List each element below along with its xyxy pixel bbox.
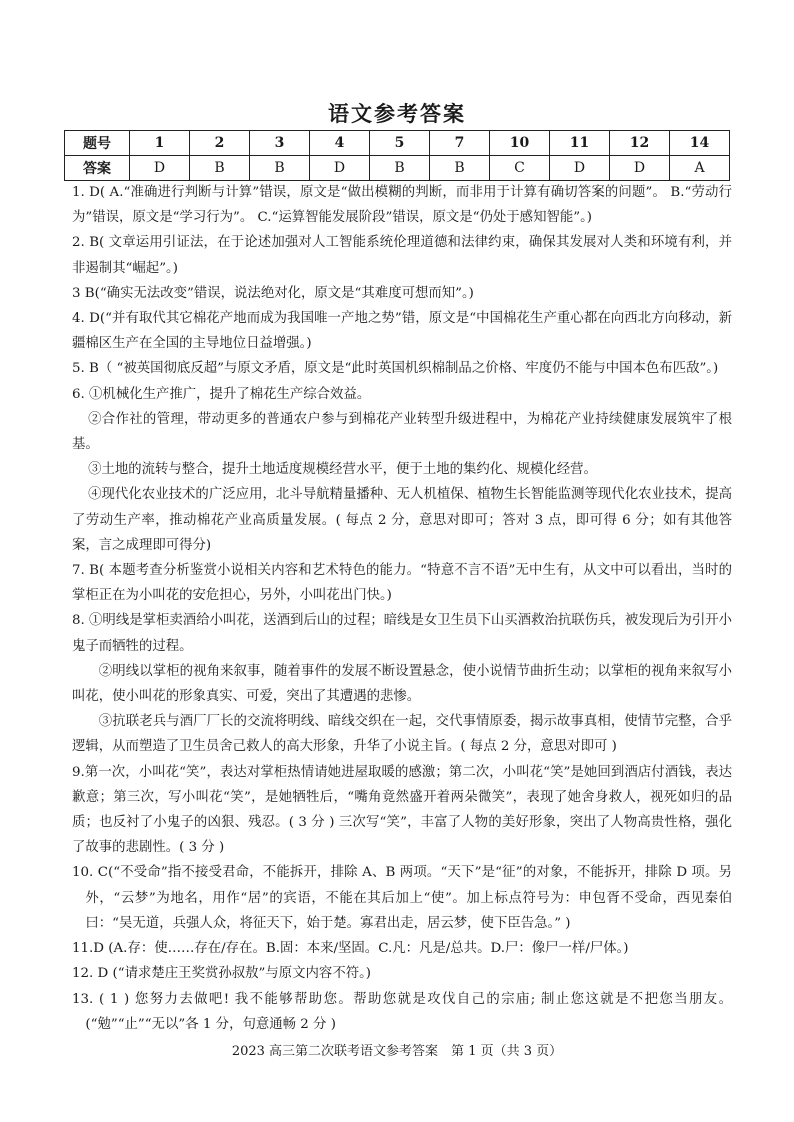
answer-cell: B bbox=[430, 156, 490, 181]
question-number: 4 bbox=[310, 131, 370, 156]
answer-row bbox=[65, 156, 730, 181]
answer-cell: B bbox=[190, 156, 250, 181]
question-number: 3 bbox=[250, 131, 310, 156]
explanation-q10: 10. C(“不受命”指不接受君命，不能拆开，排除 A、B 两项。“天下”是“征”的对象，不能拆开，排除 D 项。另外，“云梦”为地名，用作“居”的宾语，不能在其后加上“使”。加上标点符号为：申包胥不受命，西见秦伯曰：“吴无道，兵强人众，将征天下，始于楚。寡君出走，居云梦，使下臣告急。” ) bbox=[72, 865, 732, 931]
question-number: 11 bbox=[550, 131, 610, 156]
explanation-q9: 9.第一次，小叫花“笑”，表达对掌柜热情请她进屋取暖的感激；第二次，小叫花“笑”是她回到酒店付酒钱，表达歉意；第三次，写小叫花“笑”，是她牺牲后，“嘴角竟然盛开着两朵微笑”，表现了她舍身救人，视死如归的品质；也反衬了小鬼子的凶狠、残忍。( 3 分 ) 三次写“笑”，丰富了人物的美好形象，突出了人物高贵性格，强化了故事的悲剧性。( 3 分 ) bbox=[72, 764, 732, 856]
explanation-q6-point3: ③土地的流转与整合，提升土地适度规模经营水平，便于土地的集约化、规模化经营。 bbox=[88, 462, 597, 478]
answer-cell: D bbox=[550, 156, 610, 181]
explanation-q2: 2. B( 文章运用引证法，在于论述加强对人工智能系统伦理道德和法律约束，确保其发展对人类和环境有利，并非遏制其“崛起”。) bbox=[72, 235, 732, 276]
answer-table bbox=[64, 130, 730, 181]
answer-cell: D bbox=[310, 156, 370, 181]
question-number: 5 bbox=[370, 131, 430, 156]
explanation-q6-point2: ②合作社的管理，带动更多的普通农户参与到棉花产业转型升级进程中，为棉花产业持续健康发展筑牢了根基。 bbox=[72, 411, 732, 453]
question-number: 12 bbox=[610, 131, 670, 156]
question-number: 1 bbox=[130, 131, 190, 156]
answer-cell: A bbox=[670, 156, 730, 181]
explanation-q13: 13. ( 1 ) 您努力去做吧! 我不能够帮助您。帮助您就是攻伐自己的宗庙; 制止您这就是不把您当朋友。(“勉”“止”“无以”各 1 分，句意通畅 2 分 ) bbox=[72, 991, 732, 1032]
explanation-q8-point2: ②明线以掌柜的视角来叙事，随着事件的发展不断设置悬念，使小说情节曲折生动；以掌柜的视角来叙写小叫花，使小叫花的形象真实、可爱，突出了其遭遇的悲惨。 bbox=[72, 663, 732, 705]
explanation-q3: 3 B(“确实无法改变”错误，说法绝对化，原文是“其难度可想而知”。) bbox=[72, 285, 474, 301]
explanation-q1: 1. D( A.“准确进行判断与计算”错误，原文是“做出模糊的判断，而非用于计算有确切答案的问题”。 B.“劳动行为”错误，原文是“学习行为”。 C.“运算智能发展阶段”错误，原文是“仍处于感知智能”。) bbox=[72, 185, 732, 226]
answer-cell: B bbox=[250, 156, 310, 181]
question-number: 14 bbox=[670, 131, 730, 156]
answer-cell: D bbox=[610, 156, 670, 181]
explanation-q4: 4. D(“并有取代其它棉花产地而成为我国唯一产地之势”错，原文是“中国棉花生产重心都在向西北方向移动，新疆棉区生产在全国的主导地位日益增强。) bbox=[72, 311, 732, 352]
answer-cell: B bbox=[370, 156, 430, 181]
explanation-q8-point1: 8. ①明线是掌柜卖酒给小叫花，送酒到后山的过程；暗线是女卫生员下山买酒救治抗联伤兵，被发现后为引开小鬼子而牺牲的过程。 bbox=[72, 613, 732, 654]
question-number: 10 bbox=[490, 131, 550, 156]
explanation-q7: 7. B( 本题考查分析鉴赏小说相关内容和艺术特色的能力。“特意不言不语”无中生有，从文中可以看出，当时的掌柜正在为小叫花的安危担心，另外，小叫花出门快。) bbox=[72, 563, 732, 604]
answer-cell: C bbox=[490, 156, 550, 181]
page-footer: 2023 高三第二次联考语文参考答案 第 1 页（共 3 页） bbox=[231, 1044, 563, 1059]
explanation-q6-point1: 6. ①机械化生产推广，提升了棉花生产综合效益。 bbox=[72, 386, 371, 402]
answer-explanations bbox=[72, 180, 732, 1037]
explanation-q8-point3: ③抗联老兵与酒厂厂长的交流将明线、暗线交织在一起，交代事情原委，揭示故事真相，使情节完整，合乎逻辑，从而塑造了卫生员舍己救人的高大形象，升华了小说主旨。( 每点 2 分，意思对即可 ) bbox=[72, 714, 732, 755]
question-number: 2 bbox=[190, 131, 250, 156]
explanation-q6-point4: ④现代化农业技术的广泛应用，北斗导航精量播种、无人机植保、植物生长智能监测等现代化农业技术，提高了劳动生产率，推动棉花产业高质量发展。( 每点 2 分，意思对即可；答对 3 点，即可得 6 分；如有其他答案，言之成理即可得分) bbox=[72, 487, 732, 553]
row-label-number: 题号 bbox=[65, 131, 130, 156]
question-number-row bbox=[65, 131, 730, 156]
explanation-q11: 11.D (A.存：使……存在/存在。B.固：本来/坚固。C.凡：凡是/总共。D.尸：像尸一样/尸体。) bbox=[72, 941, 629, 957]
explanation-q5: 5. B（ “被英国彻底反超”与原文矛盾，原文是“此时英国机织棉制品之价格、牢度仍不能与中国本色布匹敌”。) bbox=[72, 361, 719, 377]
question-number: 7 bbox=[430, 131, 490, 156]
explanation-q12: 12. D (“请求楚庄王奖赏孙叔敖”与原文内容不符。) bbox=[72, 966, 372, 982]
page-title: 语文参考答案 bbox=[328, 101, 466, 126]
answer-cell: D bbox=[130, 156, 190, 181]
row-label-answer: 答案 bbox=[65, 156, 130, 181]
